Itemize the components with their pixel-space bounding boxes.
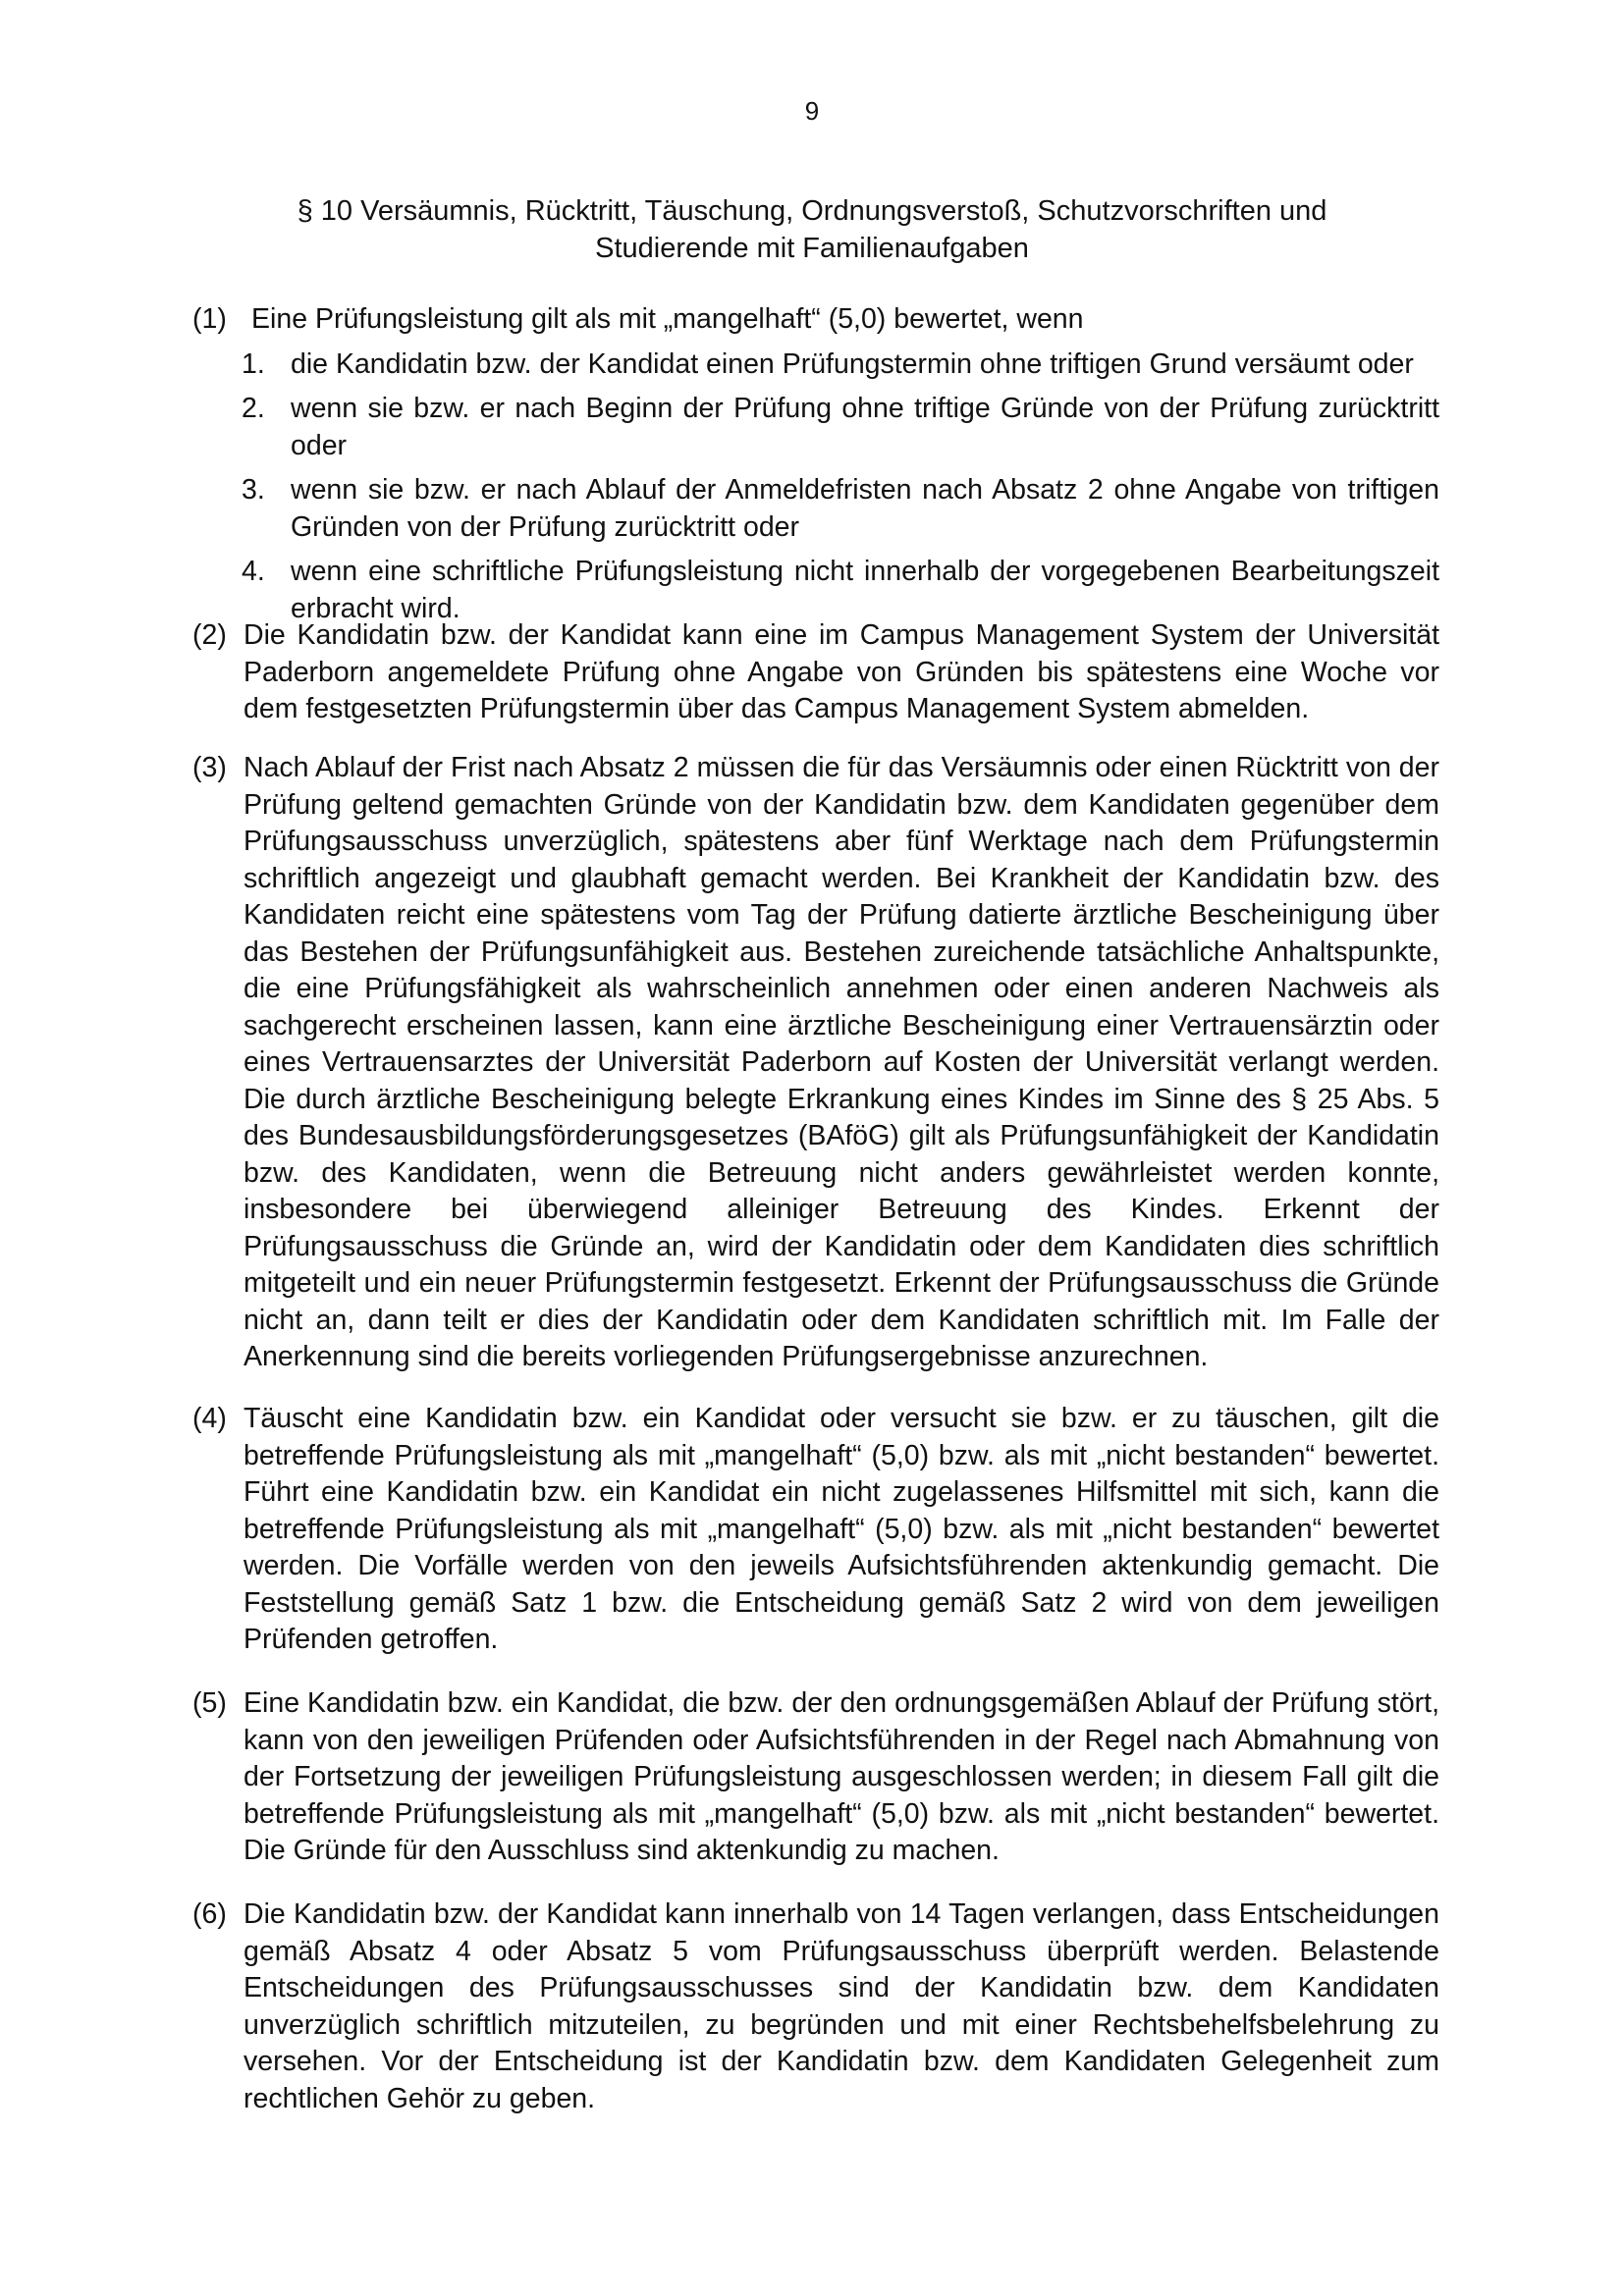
paragraph-text: Eine Prüfungsleistung gilt als mit „mangelhaft“ (5,0) bewertet, wenn	[251, 303, 1084, 335]
list-item-text: wenn sie bzw. er nach Beginn der Prüfung ohne triftige Gründe von der Prüfung zurücktritt oder	[291, 393, 1439, 461]
paragraph-text: Täuscht eine Kandidatin bzw. ein Kandidat oder versucht sie bzw. er zu täuschen, gilt die betreffende Prüfungsleistung als mit „mangelhaft“ (5,0) bzw. als mit „nicht bestanden“ bewertet. Führt eine Kandidatin bzw. ein Kandidat ein nicht zugelassenes Hilfsmittel mit sich, kann die betreffende Prüfungsleistung als mit „mangelhaft“ (5,0) bzw. als mit „nicht bestanden“ bewertet werden. Die Vorfälle werden von den jeweils Aufsichtsführenden aktenkundig gemacht. Die Feststellung gemäß Satz 1 bzw. die Entscheidung gemäß Satz 2 wird von dem jeweiligen Prüfenden getroffen.	[244, 1403, 1439, 1655]
paragraph-6	[192, 1896, 1439, 2117]
paragraph-number: (1)	[192, 303, 227, 335]
list-item-3	[192, 472, 1439, 546]
list-item-number: 3.	[242, 474, 265, 506]
section-heading	[0, 192, 1624, 267]
list-item-1	[192, 347, 1439, 384]
list-item-number: 2.	[242, 393, 265, 424]
list-item-text: wenn sie bzw. er nach Ablauf der Anmeldefristen nach Absatz 2 ohne Angabe von triftigen Gründen von der Prüfung zurücktritt oder	[291, 474, 1439, 543]
paragraph-text: Nach Ablauf der Frist nach Absatz 2 müssen die für das Versäumnis oder einen Rücktritt von der Prüfung geltend gemachten Gründe von der Kandidatin bzw. dem Kandidaten gegenüber dem Prüfungsausschuss unverzüglich, spätestens aber fünf Werktage nach dem Prüfungstermin schriftlich angezeigt und glaubhaft gemacht werden. Bei Krankheit der Kandidatin bzw. des Kandidaten reicht eine spätestens vom Tag der Prüfung datierte ärztliche Bescheinigung über das Bestehen der Prüfungsunfähigkeit aus. Bestehen zureichende tatsächliche Anhaltspunkte, die eine Prüfungsfähigkeit als wahrscheinlich annehmen oder einen anderen Nachweis als sachgerecht erscheinen lassen, kann eine ärztliche Bescheinigung einer Vertrauensärztin oder eines Vertrauensarztes der Universität Paderborn auf Kosten der Universität verlangt werden. Die durch ärztliche Bescheinigung belegte Erkrankung eines Kindes im Sinne des § 25 Abs. 5 des Bundesausbildungsförderungsgesetzes (BAföG) gilt als Prüfungsunfähigkeit der Kandidatin bzw. des Kandidaten, wenn die Betreuung nicht anders gewährleistet werden konnte, insbesondere bei überwiegend alleiniger Betreuung des Kindes. Erkennt der Prüfungsausschuss die Gründe an, wird der Kandidatin oder dem Kandidaten dies schriftlich mitgeteilt und ein neuer Prüfungstermin festgesetzt. Erkennt der Prüfungsausschuss die Gründe nicht an, dann teilt er dies der Kandidatin oder dem Kandidaten schriftlich mit. Im Falle der Anerkennung sind die bereits vorliegenden Prüfungsergebnisse anzurechnen.	[244, 752, 1439, 1372]
paragraph-1-list	[192, 347, 1439, 628]
section-heading-line-1: § 10 Versäumnis, Rücktritt, Täuschung, Ordnungsverstoß, Schutzvorschriften und	[297, 195, 1327, 227]
paragraph-text: Eine Kandidatin bzw. ein Kandidat, die bzw. der den ordnungsgemäßen Ablauf der Prüfung stört, kann von den jeweiligen Prüfenden oder Aufsichtsführenden in der Regel nach Abmahnung von der Fortsetzung der jeweiligen Prüfungsleistung ausgeschlossen werden; in diesem Fall gilt die betreffende Prüfungsleistung als mit „mangelhaft“ (5,0) bzw. als mit „nicht bestanden“ bewertet. Die Gründe für den Ausschluss sind aktenkundig zu machen.	[244, 1687, 1439, 1866]
paragraph-2	[192, 617, 1439, 728]
list-item-text: wenn eine schriftliche Prüfungsleistung nicht innerhalb der vorgegebenen Bearbeitungszeit erbracht wird.	[291, 556, 1439, 624]
section-heading-line-2: Studierende mit Familienaufgaben	[595, 233, 1029, 264]
paragraph-number: (3)	[192, 752, 227, 783]
list-item-text: die Kandidatin bzw. der Kandidat einen Prüfungstermin ohne triftigen Grund versäumt oder	[291, 347, 1414, 380]
paragraph-number: (6)	[192, 1898, 227, 1930]
paragraph-1	[192, 301, 1439, 627]
paragraph-4	[192, 1401, 1439, 1659]
list-item-number: 4.	[242, 556, 265, 587]
list-item-number: 1.	[242, 347, 265, 380]
list-item-2	[192, 391, 1439, 464]
paragraph-5	[192, 1685, 1439, 1870]
paragraph-number: (5)	[192, 1687, 227, 1719]
paragraph-number: (2)	[192, 619, 227, 651]
paragraph-number: (4)	[192, 1403, 227, 1434]
list-item-4	[192, 554, 1439, 627]
page-number: 9	[804, 96, 820, 126]
paragraph-text: Die Kandidatin bzw. der Kandidat kann eine im Campus Management System der Universität Paderborn angemeldete Prüfung ohne Angabe von Gründen bis spätestens eine Woche vor dem festgesetzten Prüfungstermin über das Campus Management System abmelden.	[244, 619, 1439, 724]
paragraph-text: Die Kandidatin bzw. der Kandidat kann innerhalb von 14 Tagen verlangen, dass Entscheidungen gemäß Absatz 4 oder Absatz 5 vom Prüfungsausschuss überprüft werden. Belastende Entscheidungen des Prüfungsausschusses sind der Kandidatin bzw. dem Kandidaten unverzüglich schriftlich mitzuteilen, zu begründen und mit einer Rechtsbehelfsbelehrung zu versehen. Vor der Entscheidung ist der Kandidatin bzw. dem Kandidaten Gelegenheit zum rechtlichen Gehör zu geben.	[244, 1898, 1439, 2114]
paragraph-3	[192, 750, 1439, 1376]
